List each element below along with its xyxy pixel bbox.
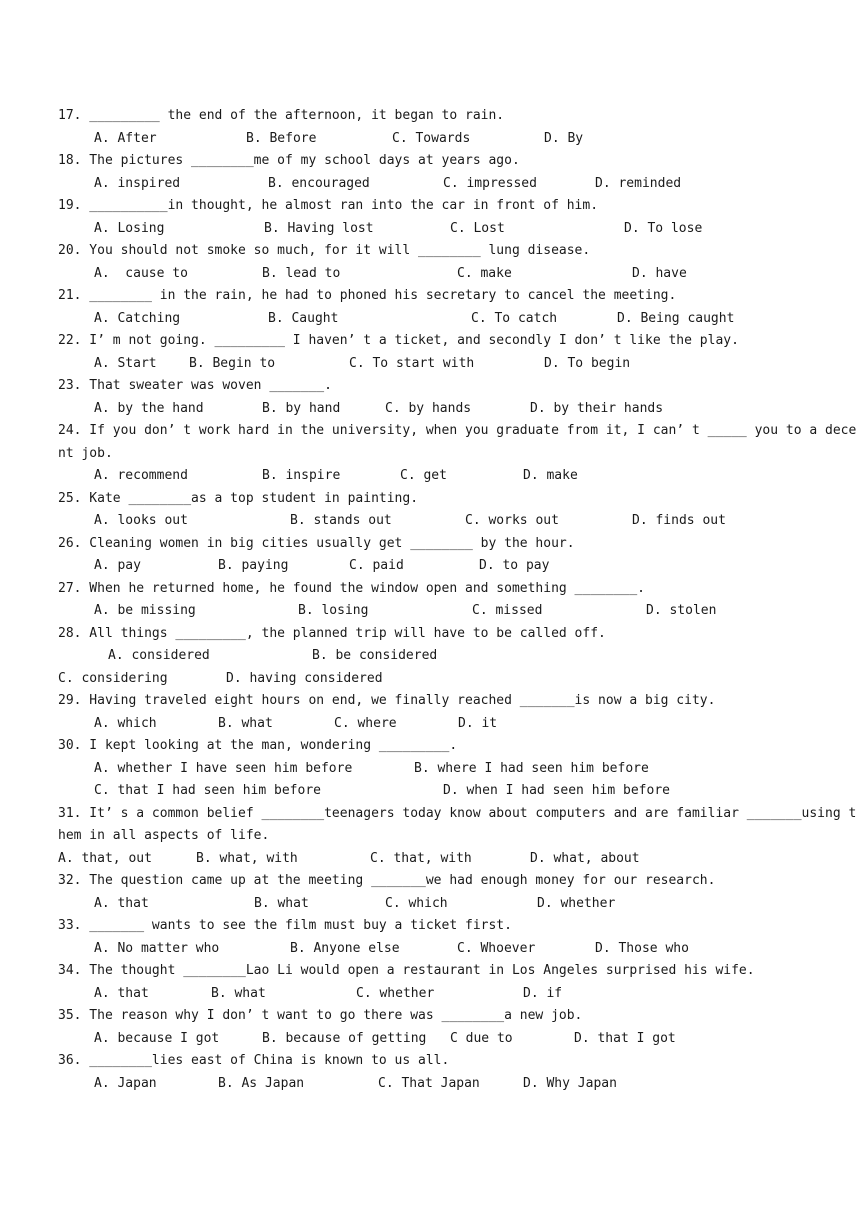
- answer-option: C. Lost: [450, 220, 505, 236]
- answer-option: C. where: [334, 715, 397, 731]
- answer-option: D. having considered: [226, 670, 383, 686]
- question-text: 20. You should not smoke so much, for it will ________ lung disease.: [58, 243, 591, 258]
- question-text: 21. ________ in the rain, he had to phoned his secretary to cancel the meeting.: [58, 288, 677, 303]
- options-line: [0, 780, 860, 803]
- question-text: 17. _________ the end of the afternoon, it began to rain.: [58, 108, 505, 123]
- options-line: [0, 758, 860, 781]
- options-line: [0, 465, 860, 488]
- question-line: [0, 375, 860, 398]
- answer-option: B. by hand: [262, 400, 341, 416]
- answer-option: C. works out: [465, 513, 559, 528]
- answer-option: B. Having lost: [264, 220, 374, 236]
- answer-option: A. looks out: [94, 513, 188, 528]
- answer-option: B. where I had seen him before: [414, 760, 649, 776]
- question-text: 23. That sweater was woven _______.: [58, 378, 332, 393]
- question-line: [0, 443, 860, 466]
- question-line: [0, 420, 860, 443]
- question-text: 36. ________lies east of China is known to us all.: [58, 1053, 450, 1068]
- answer-option: C. which: [385, 895, 448, 911]
- options-line: [0, 555, 860, 578]
- options-line: [0, 173, 860, 196]
- answer-option: A. considered: [108, 648, 210, 663]
- question-text: 22. I’ m not going. _________ I haven’ t a ticket, and secondly I don’ t like the play.: [58, 333, 739, 348]
- answer-option: B. As Japan: [218, 1075, 305, 1091]
- answer-option: B. paying: [218, 558, 289, 573]
- question-text: 34. The thought ________Lao Li would open a restaurant in Los Angeles surprised his wife.: [58, 963, 755, 978]
- answer-option: D. reminded: [595, 175, 682, 191]
- question-text: 30. I kept looking at the man, wondering _________.: [58, 738, 458, 753]
- answer-option: A. Losing: [94, 220, 165, 236]
- question-text: 26. Cleaning women in big cities usually get ________ by the hour.: [58, 535, 575, 551]
- question-line: [0, 1050, 860, 1073]
- options-line: [0, 983, 860, 1006]
- answer-option: B. what: [218, 715, 273, 731]
- answer-option: B. be considered: [312, 648, 438, 663]
- question-line: [0, 870, 860, 893]
- answer-option: B. losing: [298, 603, 369, 618]
- answer-option: B. Anyone else: [290, 940, 400, 956]
- answer-option: D. To lose: [624, 220, 703, 236]
- options-line: [0, 645, 860, 668]
- question-line: [0, 105, 860, 128]
- options-line: [0, 848, 860, 871]
- answer-option: A. inspired: [94, 175, 181, 191]
- options-line: [0, 263, 860, 286]
- answer-option: C. That Japan: [378, 1075, 480, 1091]
- answer-option: B. lead to: [262, 265, 341, 281]
- options-line: [0, 600, 860, 623]
- answer-option: C. get: [400, 468, 447, 483]
- answer-option: A. by the hand: [94, 400, 204, 416]
- question-text: nt job.: [58, 445, 113, 461]
- question-text: 18. The pictures ________me of my school days at years ago.: [58, 153, 520, 168]
- answer-option: C. missed: [472, 603, 543, 618]
- answer-option: A. Catching: [94, 310, 181, 326]
- question-line: [0, 623, 860, 646]
- question-line: [0, 533, 860, 556]
- answer-option: C. Whoever: [457, 940, 536, 956]
- question-line: [0, 488, 860, 511]
- question-line: [0, 330, 860, 353]
- answer-option: A. that, out: [58, 850, 152, 866]
- options-line: [0, 353, 860, 376]
- answer-option: D. By: [544, 130, 584, 146]
- options-line: [0, 510, 860, 533]
- question-line: [0, 150, 860, 173]
- question-text: 29. Having traveled eight hours on end, we finally reached _______is now a big city.: [58, 693, 716, 708]
- answer-option: D. it: [458, 715, 498, 731]
- answer-option: C. To start with: [349, 355, 475, 371]
- answer-option: B. stands out: [290, 513, 392, 528]
- question-line: [0, 1005, 860, 1028]
- answer-option: D. that I got: [574, 1030, 676, 1046]
- question-text: 24. If you don’ t work hard in the university, when you graduate from it, I can’ t _____ you to a dece: [58, 423, 857, 438]
- answer-option: C. considering: [58, 670, 168, 686]
- question-text: hem in all aspects of life.: [58, 828, 270, 843]
- answer-option: D. To begin: [544, 355, 631, 371]
- answer-option: A. No matter who: [94, 940, 220, 956]
- answer-option: B. what, with: [196, 850, 298, 866]
- question-text: 28. All things _________, the planned trip will have to be called off.: [58, 625, 606, 641]
- answer-option: A. whether I have seen him before: [94, 760, 353, 776]
- answer-option: A. because I got: [94, 1030, 220, 1046]
- answer-option: C. whether: [356, 985, 435, 1001]
- question-line: [0, 825, 860, 848]
- answer-option: A. Japan: [94, 1075, 157, 1091]
- question-line: [0, 195, 860, 218]
- question-text: 33. _______ wants to see the film must buy a ticket first.: [58, 918, 512, 933]
- answer-option: A. After: [94, 130, 157, 146]
- question-line: [0, 960, 860, 983]
- question-line: [0, 803, 860, 826]
- answer-option: B. inspire: [262, 468, 341, 483]
- answer-option: D. what, about: [530, 850, 640, 866]
- answer-option: A. that: [94, 895, 149, 911]
- answer-option: C. impressed: [443, 175, 537, 191]
- answer-option: A. that: [94, 985, 149, 1001]
- answer-option: D. Why Japan: [523, 1075, 617, 1091]
- answer-option: B. Before: [246, 130, 317, 146]
- answer-option: A. Start: [94, 355, 157, 371]
- answer-option: C. Towards: [392, 130, 471, 146]
- answer-option: B. Begin to: [189, 355, 276, 371]
- options-line: [0, 668, 860, 691]
- options-line: [0, 398, 860, 421]
- options-line: [0, 1073, 860, 1096]
- answer-option: C. that, with: [370, 850, 472, 866]
- answer-option: A. which: [94, 715, 157, 731]
- answer-option: A. cause to: [94, 265, 188, 281]
- answer-option: D. if: [523, 985, 563, 1001]
- answer-option: C. paid: [349, 558, 404, 573]
- answer-option: D. to pay: [479, 558, 550, 573]
- question-line: [0, 690, 860, 713]
- answer-option: D. have: [632, 265, 687, 281]
- answer-option: D. stolen: [646, 603, 717, 618]
- options-line: [0, 128, 860, 151]
- answer-option: B. encouraged: [268, 175, 370, 191]
- question-text: 31. It’ s a common belief ________teenagers today know about computers and are familiar _______using t: [58, 805, 857, 821]
- question-line: [0, 915, 860, 938]
- answer-option: D. by their hands: [530, 400, 664, 416]
- answer-option: C. that I had seen him before: [94, 783, 321, 798]
- question-text: 27. When he returned home, he found the window open and something ________.: [58, 580, 645, 596]
- answer-option: D. Being caught: [617, 310, 735, 326]
- answer-option: C. To catch: [471, 310, 558, 326]
- options-line: [0, 308, 860, 331]
- answer-option: B. because of getting: [262, 1030, 427, 1046]
- options-line: [0, 1028, 860, 1051]
- answer-option: C due to: [450, 1030, 513, 1046]
- answer-option: A. recommend: [94, 468, 188, 483]
- answer-option: B. Caught: [268, 310, 339, 326]
- answer-option: C. by hands: [385, 400, 472, 416]
- answer-option: B. what: [211, 985, 266, 1001]
- question-line: [0, 735, 860, 758]
- answer-option: D. when I had seen him before: [443, 783, 670, 798]
- answer-option: D. finds out: [632, 513, 726, 528]
- options-line: [0, 893, 860, 916]
- question-text: 19. __________in thought, he almost ran into the car in front of him.: [58, 198, 599, 213]
- answer-option: A. be missing: [94, 603, 196, 618]
- answer-option: B. what: [254, 895, 309, 911]
- question-text: 35. The reason why I don’ t want to go there was ________a new job.: [58, 1008, 583, 1023]
- question-line: [0, 240, 860, 263]
- answer-option: D. make: [523, 468, 578, 483]
- options-line: [0, 938, 860, 961]
- exam-page: [0, 105, 860, 1095]
- answer-option: D. Those who: [595, 940, 689, 956]
- answer-option: C. make: [457, 265, 512, 281]
- answer-option: D. whether: [537, 895, 616, 911]
- question-line: [0, 285, 860, 308]
- options-line: [0, 713, 860, 736]
- answer-option: A. pay: [94, 558, 141, 573]
- question-text: 25. Kate ________as a top student in painting.: [58, 490, 419, 506]
- question-text: 32. The question came up at the meeting _______we had enough money for our research.: [58, 873, 716, 888]
- options-line: [0, 218, 860, 241]
- question-line: [0, 578, 860, 601]
